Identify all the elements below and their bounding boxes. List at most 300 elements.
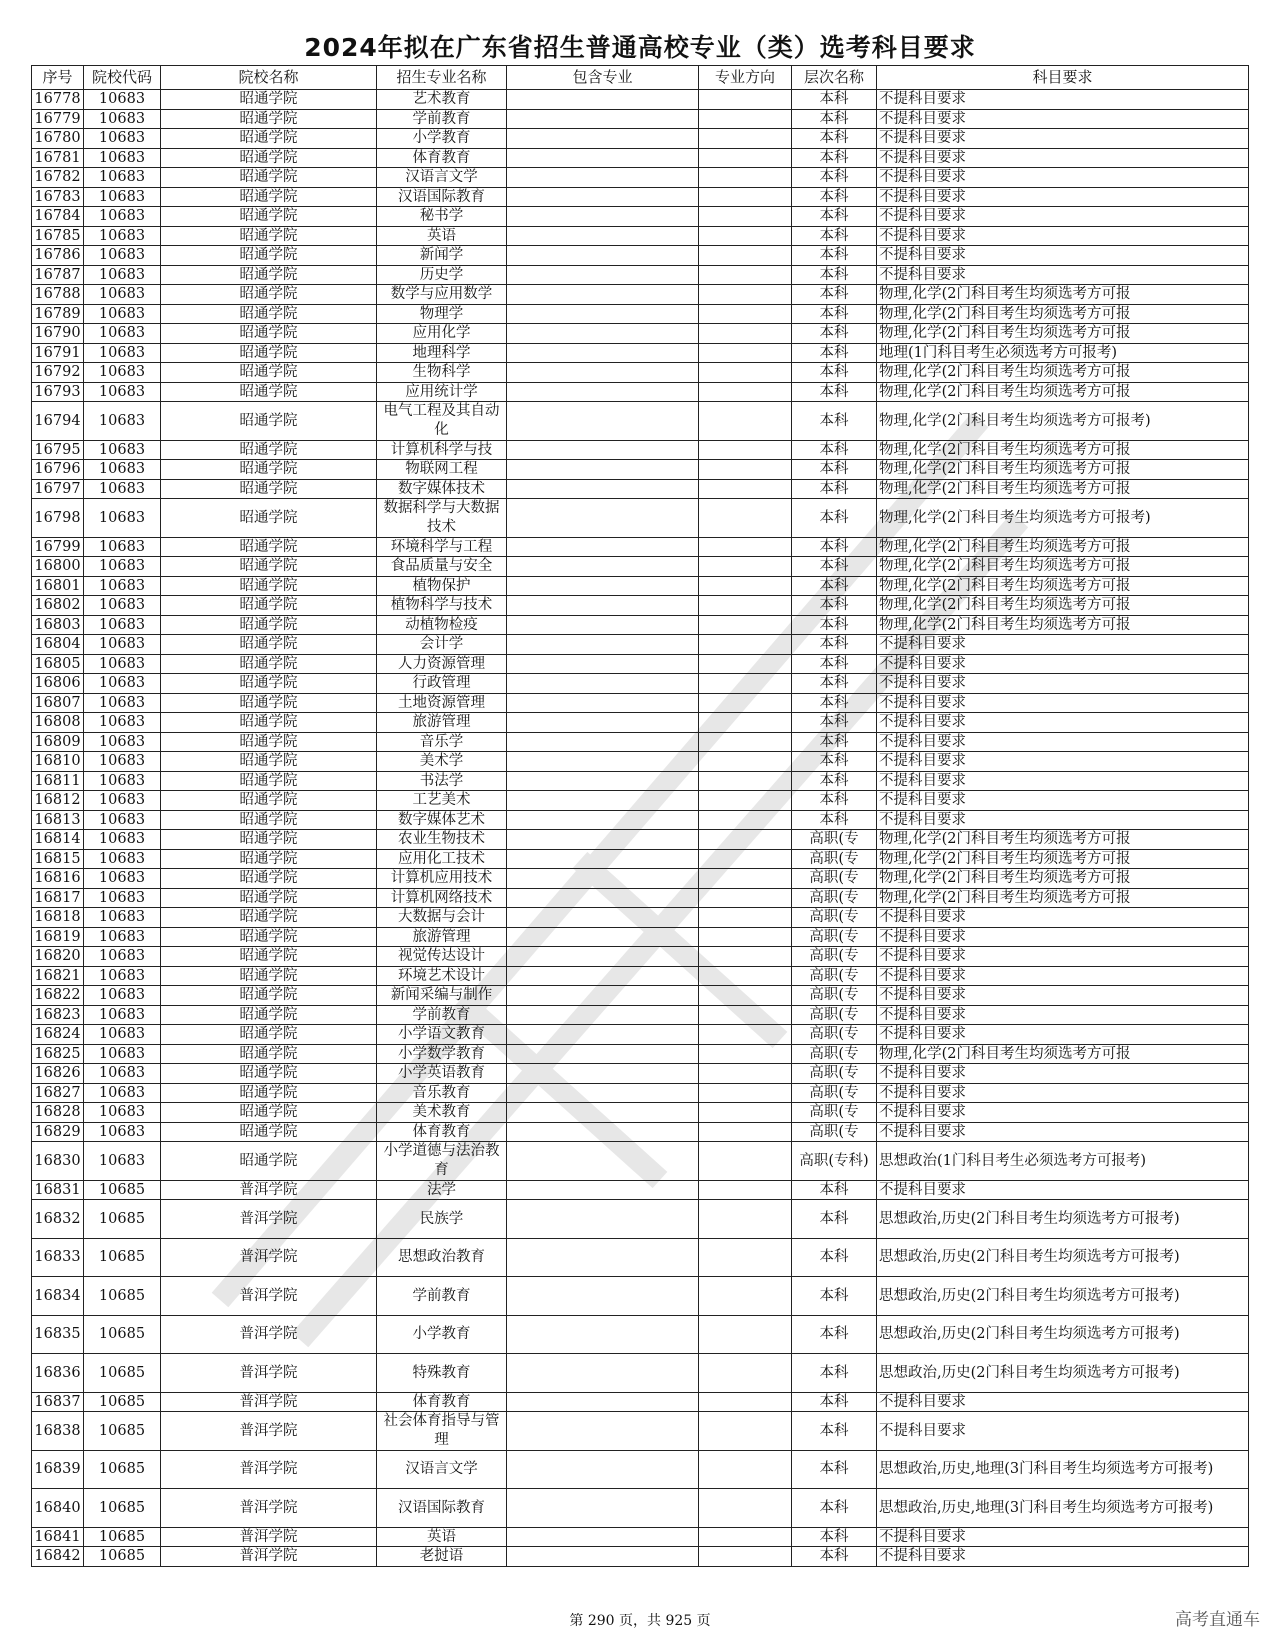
- table-row: [32, 1392, 1249, 1412]
- table-row: [32, 1083, 1249, 1103]
- cell-direction: [699, 849, 792, 869]
- cell-school-name: 昭通学院: [161, 557, 377, 577]
- cell-school-name: 昭通学院: [161, 752, 377, 772]
- cell-major-name: 书法学: [377, 771, 507, 791]
- cell-level: 本科: [792, 285, 877, 305]
- cell-school-code: 10683: [84, 304, 161, 324]
- cell-seq: 16798: [32, 499, 84, 538]
- cell-included-majors: [507, 1238, 699, 1277]
- cell-level: 本科: [792, 1238, 877, 1277]
- cell-school-code: 10685: [84, 1489, 161, 1528]
- cell-included-majors: [507, 343, 699, 363]
- cell-school-name: 昭通学院: [161, 265, 377, 285]
- cell-level: 高职(专: [792, 947, 877, 967]
- cell-school-code: 10683: [84, 363, 161, 383]
- cell-requirement: 不提科目要求: [877, 207, 1249, 227]
- cell-level: 本科: [792, 109, 877, 129]
- cell-level: 高职(专: [792, 927, 877, 947]
- cell-school-name: 昭通学院: [161, 440, 377, 460]
- cell-direction: [699, 1489, 792, 1528]
- cell-included-majors: [507, 479, 699, 499]
- cell-direction: [699, 1103, 792, 1123]
- table-row: [32, 246, 1249, 266]
- table-row: [32, 596, 1249, 616]
- cell-school-code: 10683: [84, 986, 161, 1006]
- cell-school-name: 昭通学院: [161, 207, 377, 227]
- cell-requirement: 物理,化学(2门科目考生均须选考方可报考): [877, 402, 1249, 441]
- cell-included-majors: [507, 168, 699, 188]
- table-row: [32, 537, 1249, 557]
- cell-direction: [699, 499, 792, 538]
- cell-seq: 16789: [32, 304, 84, 324]
- cell-school-name: 昭通学院: [161, 947, 377, 967]
- table-row: [32, 499, 1249, 538]
- table-row: [32, 986, 1249, 1006]
- cell-direction: [699, 986, 792, 1006]
- cell-school-name: 昭通学院: [161, 324, 377, 344]
- col-header-direction: 专业方向: [699, 66, 792, 90]
- cell-major-name: 历史学: [377, 265, 507, 285]
- cell-seq: 16842: [32, 1547, 84, 1567]
- cell-direction: [699, 635, 792, 655]
- cell-seq: 16803: [32, 615, 84, 635]
- cell-seq: 16809: [32, 732, 84, 752]
- cell-level: 高职(专: [792, 1083, 877, 1103]
- cell-level: 本科: [792, 674, 877, 694]
- table-row: [32, 869, 1249, 889]
- cell-school-code: 10683: [84, 615, 161, 635]
- cell-requirement: 不提科目要求: [877, 246, 1249, 266]
- cell-major-name: 新闻采编与制作: [377, 986, 507, 1006]
- cell-school-code: 10683: [84, 382, 161, 402]
- cell-major-name: 体育教育: [377, 1392, 507, 1412]
- cell-seq: 16822: [32, 986, 84, 1006]
- cell-level: 高职(专: [792, 888, 877, 908]
- cell-major-name: 大数据与会计: [377, 908, 507, 928]
- cell-direction: [699, 713, 792, 733]
- col-header-seq: 序号: [32, 66, 84, 90]
- cell-major-name: 汉语言文学: [377, 1450, 507, 1489]
- cell-level: 本科: [792, 440, 877, 460]
- cell-included-majors: [507, 908, 699, 928]
- cell-level: 本科: [792, 1489, 877, 1528]
- cell-requirement: 不提科目要求: [877, 1005, 1249, 1025]
- cell-level: 本科: [792, 148, 877, 168]
- cell-seq: 16826: [32, 1064, 84, 1084]
- cell-level: 本科: [792, 129, 877, 149]
- cell-direction: [699, 615, 792, 635]
- cell-level: 本科: [792, 324, 877, 344]
- cell-school-name: 昭通学院: [161, 849, 377, 869]
- cell-major-name: 英语: [377, 1527, 507, 1547]
- cell-included-majors: [507, 791, 699, 811]
- cell-direction: [699, 908, 792, 928]
- cell-school-name: 昭通学院: [161, 187, 377, 207]
- cell-direction: [699, 479, 792, 499]
- cell-school-code: 10683: [84, 869, 161, 889]
- cell-seq: 16820: [32, 947, 84, 967]
- cell-school-code: 10685: [84, 1180, 161, 1200]
- cell-level: 本科: [792, 1450, 877, 1489]
- cell-requirement: 不提科目要求: [877, 654, 1249, 674]
- cell-included-majors: [507, 654, 699, 674]
- cell-included-majors: [507, 499, 699, 538]
- cell-seq: 16836: [32, 1354, 84, 1393]
- cell-school-name: 昭通学院: [161, 246, 377, 266]
- cell-included-majors: [507, 986, 699, 1006]
- cell-seq: 16830: [32, 1142, 84, 1181]
- cell-school-name: 昭通学院: [161, 1005, 377, 1025]
- cell-direction: [699, 343, 792, 363]
- cell-direction: [699, 1064, 792, 1084]
- cell-seq: 16819: [32, 927, 84, 947]
- cell-requirement: 物理,化学(2门科目考生均须选考方可报: [877, 285, 1249, 305]
- cell-major-name: 新闻学: [377, 246, 507, 266]
- cell-school-name: 昭通学院: [161, 90, 377, 110]
- cell-direction: [699, 1044, 792, 1064]
- cell-school-code: 10683: [84, 168, 161, 188]
- cell-direction: [699, 1547, 792, 1567]
- cell-requirement: 不提科目要求: [877, 148, 1249, 168]
- cell-requirement: 物理,化学(2门科目考生均须选考方可报: [877, 363, 1249, 383]
- cell-requirement: 不提科目要求: [877, 90, 1249, 110]
- cell-school-code: 10683: [84, 187, 161, 207]
- cell-direction: [699, 285, 792, 305]
- cell-major-name: 体育教育: [377, 1122, 507, 1142]
- cell-school-code: 10685: [84, 1450, 161, 1489]
- table-row: [32, 1122, 1249, 1142]
- cell-school-code: 10683: [84, 713, 161, 733]
- cell-major-name: 小学道德与法治教育: [377, 1142, 507, 1181]
- cell-direction: [699, 537, 792, 557]
- cell-school-name: 昭通学院: [161, 402, 377, 441]
- cell-school-name: 昭通学院: [161, 771, 377, 791]
- cell-school-code: 10683: [84, 908, 161, 928]
- cell-requirement: 思想政治,历史,地理(3门科目考生均须选考方可报考): [877, 1450, 1249, 1489]
- cell-school-code: 10683: [84, 1025, 161, 1045]
- cell-level: 本科: [792, 265, 877, 285]
- cell-included-majors: [507, 285, 699, 305]
- cell-level: 本科: [792, 479, 877, 499]
- cell-school-name: 昭通学院: [161, 304, 377, 324]
- cell-major-name: 数据科学与大数据技术: [377, 499, 507, 538]
- cell-level: 本科: [792, 1180, 877, 1200]
- cell-included-majors: [507, 927, 699, 947]
- cell-included-majors: [507, 1122, 699, 1142]
- cell-included-majors: [507, 1005, 699, 1025]
- cell-included-majors: [507, 304, 699, 324]
- cell-school-code: 10683: [84, 324, 161, 344]
- cell-direction: [699, 324, 792, 344]
- cell-major-name: 计算机应用技术: [377, 869, 507, 889]
- cell-direction: [699, 1122, 792, 1142]
- cell-included-majors: [507, 1083, 699, 1103]
- cell-seq: 16817: [32, 888, 84, 908]
- cell-major-name: 秘书学: [377, 207, 507, 227]
- cell-major-name: 动植物检疫: [377, 615, 507, 635]
- table-row: [32, 304, 1249, 324]
- cell-school-name: 普洱学院: [161, 1392, 377, 1412]
- cell-included-majors: [507, 888, 699, 908]
- cell-requirement: 不提科目要求: [877, 1180, 1249, 1200]
- table-row: [32, 1277, 1249, 1316]
- cell-direction: [699, 382, 792, 402]
- cell-included-majors: [507, 402, 699, 441]
- cell-included-majors: [507, 265, 699, 285]
- cell-requirement: 不提科目要求: [877, 771, 1249, 791]
- cell-direction: [699, 187, 792, 207]
- cell-school-code: 10685: [84, 1315, 161, 1354]
- cell-requirement: 不提科目要求: [877, 226, 1249, 246]
- table-row: [32, 1547, 1249, 1567]
- cell-level: 本科: [792, 187, 877, 207]
- cell-seq: 16787: [32, 265, 84, 285]
- cell-level: 高职(专: [792, 1044, 877, 1064]
- cell-direction: [699, 168, 792, 188]
- cell-level: 本科: [792, 752, 877, 772]
- cell-major-name: 学前教育: [377, 1277, 507, 1316]
- cell-direction: [699, 947, 792, 967]
- cell-major-name: 音乐教育: [377, 1083, 507, 1103]
- cell-major-name: 食品质量与安全: [377, 557, 507, 577]
- cell-direction: [699, 148, 792, 168]
- cell-included-majors: [507, 693, 699, 713]
- cell-requirement: 不提科目要求: [877, 129, 1249, 149]
- cell-school-code: 10685: [84, 1412, 161, 1451]
- table-row: [32, 966, 1249, 986]
- cell-direction: [699, 1238, 792, 1277]
- cell-included-majors: [507, 207, 699, 227]
- cell-requirement: 不提科目要求: [877, 1103, 1249, 1123]
- cell-direction: [699, 732, 792, 752]
- cell-requirement: 不提科目要求: [877, 927, 1249, 947]
- table-row: [32, 693, 1249, 713]
- table-row: [32, 148, 1249, 168]
- cell-school-name: 昭通学院: [161, 654, 377, 674]
- cell-major-name: 土地资源管理: [377, 693, 507, 713]
- cell-level: 本科: [792, 654, 877, 674]
- cell-major-name: 思想政治教育: [377, 1238, 507, 1277]
- col-header-requirement: 科目要求: [877, 66, 1249, 90]
- cell-direction: [699, 402, 792, 441]
- cell-level: 高职(专: [792, 1103, 877, 1123]
- cell-direction: [699, 1315, 792, 1354]
- cell-school-name: 昭通学院: [161, 109, 377, 129]
- cell-seq: 16780: [32, 129, 84, 149]
- cell-included-majors: [507, 1354, 699, 1393]
- cell-requirement: 物理,化学(2门科目考生均须选考方可报: [877, 830, 1249, 850]
- cell-included-majors: [507, 1200, 699, 1239]
- cell-school-code: 10683: [84, 460, 161, 480]
- cell-school-name: 普洱学院: [161, 1315, 377, 1354]
- cell-level: 高职(专: [792, 908, 877, 928]
- cell-requirement: 不提科目要求: [877, 693, 1249, 713]
- table-row: [32, 1527, 1249, 1547]
- cell-level: 本科: [792, 732, 877, 752]
- cell-school-name: 昭通学院: [161, 693, 377, 713]
- table-row: [32, 1238, 1249, 1277]
- cell-included-majors: [507, 129, 699, 149]
- cell-level: 本科: [792, 304, 877, 324]
- cell-included-majors: [507, 246, 699, 266]
- table-row: [32, 849, 1249, 869]
- cell-requirement: 不提科目要求: [877, 791, 1249, 811]
- cell-seq: 16828: [32, 1103, 84, 1123]
- table-row: [32, 382, 1249, 402]
- cell-major-name: 数字媒体艺术: [377, 810, 507, 830]
- cell-school-name: 昭通学院: [161, 168, 377, 188]
- cell-school-code: 10683: [84, 129, 161, 149]
- cell-requirement: 不提科目要求: [877, 109, 1249, 129]
- table-row: [32, 265, 1249, 285]
- cell-school-code: 10683: [84, 888, 161, 908]
- cell-school-code: 10685: [84, 1392, 161, 1412]
- cell-school-code: 10683: [84, 1142, 161, 1181]
- cell-major-name: 植物保护: [377, 576, 507, 596]
- cell-direction: [699, 1354, 792, 1393]
- table-row: [32, 1450, 1249, 1489]
- cell-included-majors: [507, 557, 699, 577]
- page-footer: 第 290 页，共 925 页: [569, 1613, 711, 1629]
- cell-major-name: 汉语国际教育: [377, 187, 507, 207]
- cell-level: 本科: [792, 402, 877, 441]
- cell-major-name: 学前教育: [377, 1005, 507, 1025]
- cell-school-name: 昭通学院: [161, 129, 377, 149]
- cell-school-code: 10685: [84, 1547, 161, 1567]
- table-row: [32, 343, 1249, 363]
- cell-direction: [699, 576, 792, 596]
- cell-school-name: 昭通学院: [161, 537, 377, 557]
- cell-seq: 16805: [32, 654, 84, 674]
- cell-level: 本科: [792, 1527, 877, 1547]
- cell-included-majors: [507, 382, 699, 402]
- cell-included-majors: [507, 1142, 699, 1181]
- cell-school-code: 10683: [84, 966, 161, 986]
- cell-school-code: 10683: [84, 1103, 161, 1123]
- cell-school-name: 普洱学院: [161, 1489, 377, 1528]
- cell-requirement: 不提科目要求: [877, 635, 1249, 655]
- cell-included-majors: [507, 771, 699, 791]
- cell-major-name: 计算机科学与技: [377, 440, 507, 460]
- cell-seq: 16811: [32, 771, 84, 791]
- cell-direction: [699, 771, 792, 791]
- cell-school-name: 昭通学院: [161, 285, 377, 305]
- cell-level: 本科: [792, 168, 877, 188]
- cell-seq: 16783: [32, 187, 84, 207]
- cell-seq: 16796: [32, 460, 84, 480]
- cell-major-name: 生物科学: [377, 363, 507, 383]
- cell-school-name: 昭通学院: [161, 674, 377, 694]
- cell-school-code: 10685: [84, 1200, 161, 1239]
- cell-seq: 16821: [32, 966, 84, 986]
- cell-level: 本科: [792, 499, 877, 538]
- table-row: [32, 674, 1249, 694]
- brand-watermark: 高考直通车: [1175, 1610, 1260, 1630]
- cell-seq: 16797: [32, 479, 84, 499]
- cell-seq: 16829: [32, 1122, 84, 1142]
- cell-level: 本科: [792, 1392, 877, 1412]
- cell-major-name: 特殊教育: [377, 1354, 507, 1393]
- cell-major-name: 地理科学: [377, 343, 507, 363]
- table-row: [32, 1103, 1249, 1123]
- cell-level: 本科: [792, 1277, 877, 1316]
- cell-level: 高职(专: [792, 1122, 877, 1142]
- cell-major-name: 数学与应用数学: [377, 285, 507, 305]
- cell-requirement: 不提科目要求: [877, 713, 1249, 733]
- cell-school-code: 10683: [84, 752, 161, 772]
- col-header-school-name: 院校名称: [161, 66, 377, 90]
- cell-direction: [699, 226, 792, 246]
- cell-included-majors: [507, 324, 699, 344]
- cell-level: 本科: [792, 343, 877, 363]
- cell-seq: 16812: [32, 791, 84, 811]
- table-row: [32, 557, 1249, 577]
- cell-level: 本科: [792, 771, 877, 791]
- cell-major-name: 旅游管理: [377, 713, 507, 733]
- cell-major-name: 应用化学: [377, 324, 507, 344]
- cell-level: 高职(专: [792, 966, 877, 986]
- cell-major-name: 艺术教育: [377, 90, 507, 110]
- cell-school-name: 普洱学院: [161, 1354, 377, 1393]
- table-row: [32, 460, 1249, 480]
- table-row: [32, 479, 1249, 499]
- cell-school-code: 10683: [84, 596, 161, 616]
- cell-seq: 16806: [32, 674, 84, 694]
- cell-included-majors: [507, 713, 699, 733]
- table-row: [32, 402, 1249, 441]
- cell-seq: 16824: [32, 1025, 84, 1045]
- cell-direction: [699, 1392, 792, 1412]
- cell-major-name: 环境艺术设计: [377, 966, 507, 986]
- cell-included-majors: [507, 947, 699, 967]
- cell-school-name: 昭通学院: [161, 460, 377, 480]
- table-row: [32, 109, 1249, 129]
- cell-seq: 16837: [32, 1392, 84, 1412]
- cell-requirement: 物理,化学(2门科目考生均须选考方可报: [877, 304, 1249, 324]
- cell-school-code: 10683: [84, 557, 161, 577]
- cell-requirement: 物理,化学(2门科目考生均须选考方可报: [877, 615, 1249, 635]
- table-row: [32, 129, 1249, 149]
- cell-school-code: 10683: [84, 1122, 161, 1142]
- cell-seq: 16831: [32, 1180, 84, 1200]
- cell-seq: 16779: [32, 109, 84, 129]
- cell-seq: 16794: [32, 402, 84, 441]
- cell-level: 本科: [792, 90, 877, 110]
- cell-major-name: 小学英语教育: [377, 1064, 507, 1084]
- cell-major-name: 美术教育: [377, 1103, 507, 1123]
- cell-major-name: 行政管理: [377, 674, 507, 694]
- table-body: [32, 90, 1249, 1567]
- cell-direction: [699, 1412, 792, 1451]
- cell-school-name: 普洱学院: [161, 1547, 377, 1567]
- cell-direction: [699, 1180, 792, 1200]
- cell-direction: [699, 557, 792, 577]
- cell-level: 本科: [792, 1200, 877, 1239]
- table-row: [32, 947, 1249, 967]
- cell-included-majors: [507, 576, 699, 596]
- col-header-included-majors: 包含专业: [507, 66, 699, 90]
- cell-requirement: 不提科目要求: [877, 1412, 1249, 1451]
- cell-school-code: 10683: [84, 732, 161, 752]
- cell-school-code: 10683: [84, 1064, 161, 1084]
- cell-level: 本科: [792, 382, 877, 402]
- cell-major-name: 美术学: [377, 752, 507, 772]
- table-row: [32, 908, 1249, 928]
- cell-direction: [699, 440, 792, 460]
- cell-seq: 16838: [32, 1412, 84, 1451]
- cell-direction: [699, 693, 792, 713]
- col-header-major-name: 招生专业名称: [377, 66, 507, 90]
